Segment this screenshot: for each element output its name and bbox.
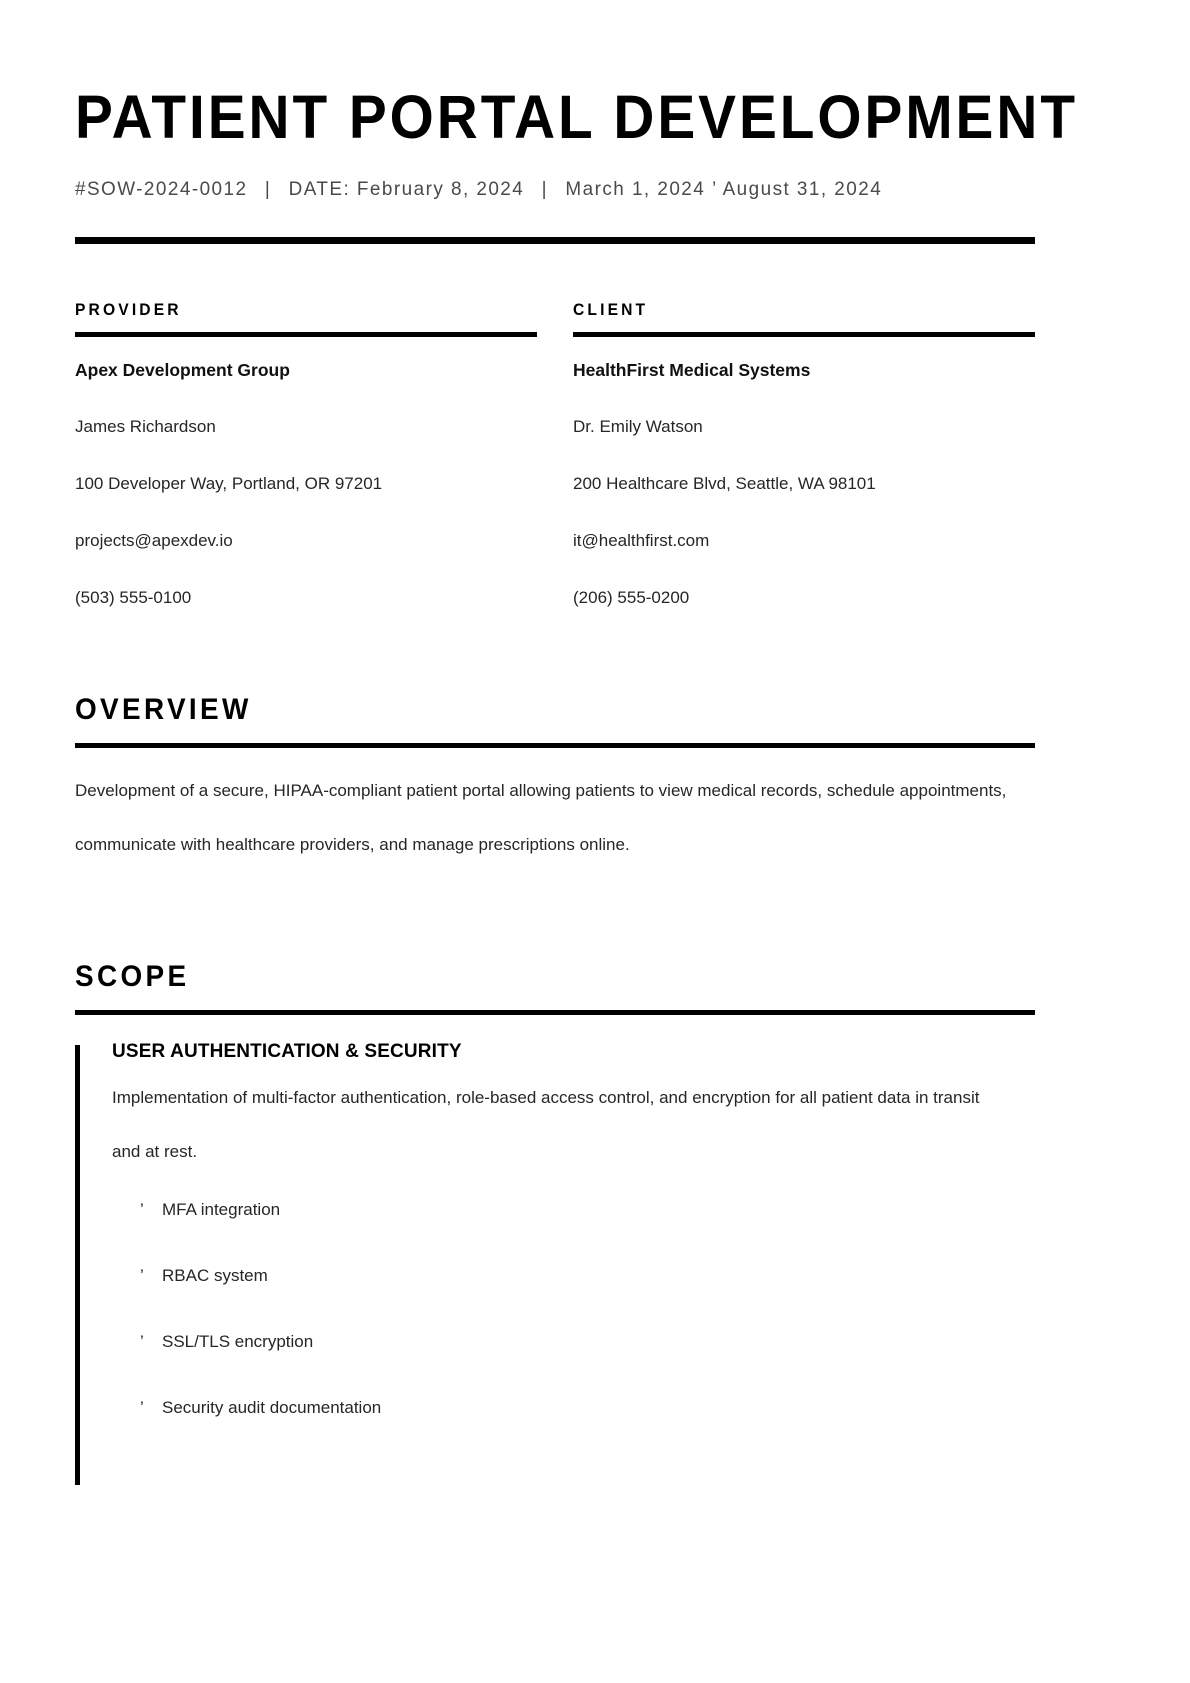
- client-company-name: HealthFirst Medical Systems: [573, 360, 811, 380]
- deliverable-label: SSL/TLS encryption: [162, 1332, 314, 1351]
- provider-address: 100 Developer Way, Portland, OR 97201: [75, 474, 383, 493]
- deliverable-label: MFA integration: [162, 1200, 281, 1219]
- bullet-icon: ’: [140, 1266, 144, 1285]
- document-meta-line: [75, 178, 1084, 201]
- deliverable-label: RBAC system: [162, 1266, 268, 1285]
- client-block: [573, 300, 1035, 609]
- client-heading: CLIENT: [573, 300, 649, 319]
- client-email: it@healthfirst.com: [573, 531, 710, 550]
- page-title: PATIENT PORTAL DEVELOPMENT: [75, 83, 1078, 151]
- provider-phone: (503) 555-0100: [75, 588, 192, 607]
- scope-item-description: Implementation of multi-factor authentication, role-based access control, and encryption for all patient data in transit and at rest.: [112, 1088, 980, 1161]
- scope-item-title: USER AUTHENTICATION & SECURITY: [112, 1041, 462, 1062]
- deliverable-label: Security audit documentation: [162, 1398, 382, 1417]
- client-phone: (206) 555-0200: [573, 588, 690, 607]
- provider-divider: [75, 332, 537, 337]
- meta-separator-2: |: [541, 178, 549, 200]
- bullet-icon: ’: [140, 1398, 144, 1417]
- bullet-icon: ’: [140, 1332, 144, 1351]
- overview-heading: OVERVIEW: [75, 693, 252, 726]
- scope-section: [75, 960, 1035, 1419]
- provider-company-name: Apex Development Group: [75, 360, 290, 380]
- list-item: [140, 1199, 1035, 1221]
- parties-section: [75, 300, 1035, 609]
- list-item: [140, 1331, 1035, 1353]
- scope-accent-bar: [75, 1045, 80, 1485]
- sow-number: #SOW-2024-0012: [75, 178, 248, 200]
- overview-section: [75, 693, 1035, 872]
- overview-divider: [75, 743, 1035, 748]
- list-item: [140, 1265, 1035, 1287]
- overview-body: Development of a secure, HIPAA-compliant patient portal allowing patients to view medical records, schedule appointments, communicate with healthcare providers, and manage prescriptions online.: [75, 781, 1007, 854]
- client-contact-name: Dr. Emily Watson: [573, 417, 703, 436]
- bullet-icon: ’: [140, 1200, 144, 1219]
- client-address: 200 Healthcare Blvd, Seattle, WA 98101: [573, 474, 876, 493]
- scope-divider: [75, 1010, 1035, 1015]
- provider-contact-name: James Richardson: [75, 417, 216, 436]
- provider-block: [75, 300, 537, 609]
- meta-separator-1: |: [264, 178, 272, 200]
- document-date: DATE: February 8, 2024: [288, 178, 525, 200]
- client-divider: [573, 332, 1035, 337]
- list-item: [140, 1397, 1035, 1419]
- provider-heading: PROVIDER: [75, 300, 182, 319]
- title-divider: [75, 237, 1035, 244]
- scope-heading: SCOPE: [75, 960, 190, 993]
- document-period: March 1, 2024 ’ August 31, 2024: [565, 178, 883, 200]
- scope-item: [75, 1041, 1035, 1419]
- provider-email: projects@apexdev.io: [75, 531, 233, 550]
- scope-deliverables-list: [112, 1199, 1035, 1419]
